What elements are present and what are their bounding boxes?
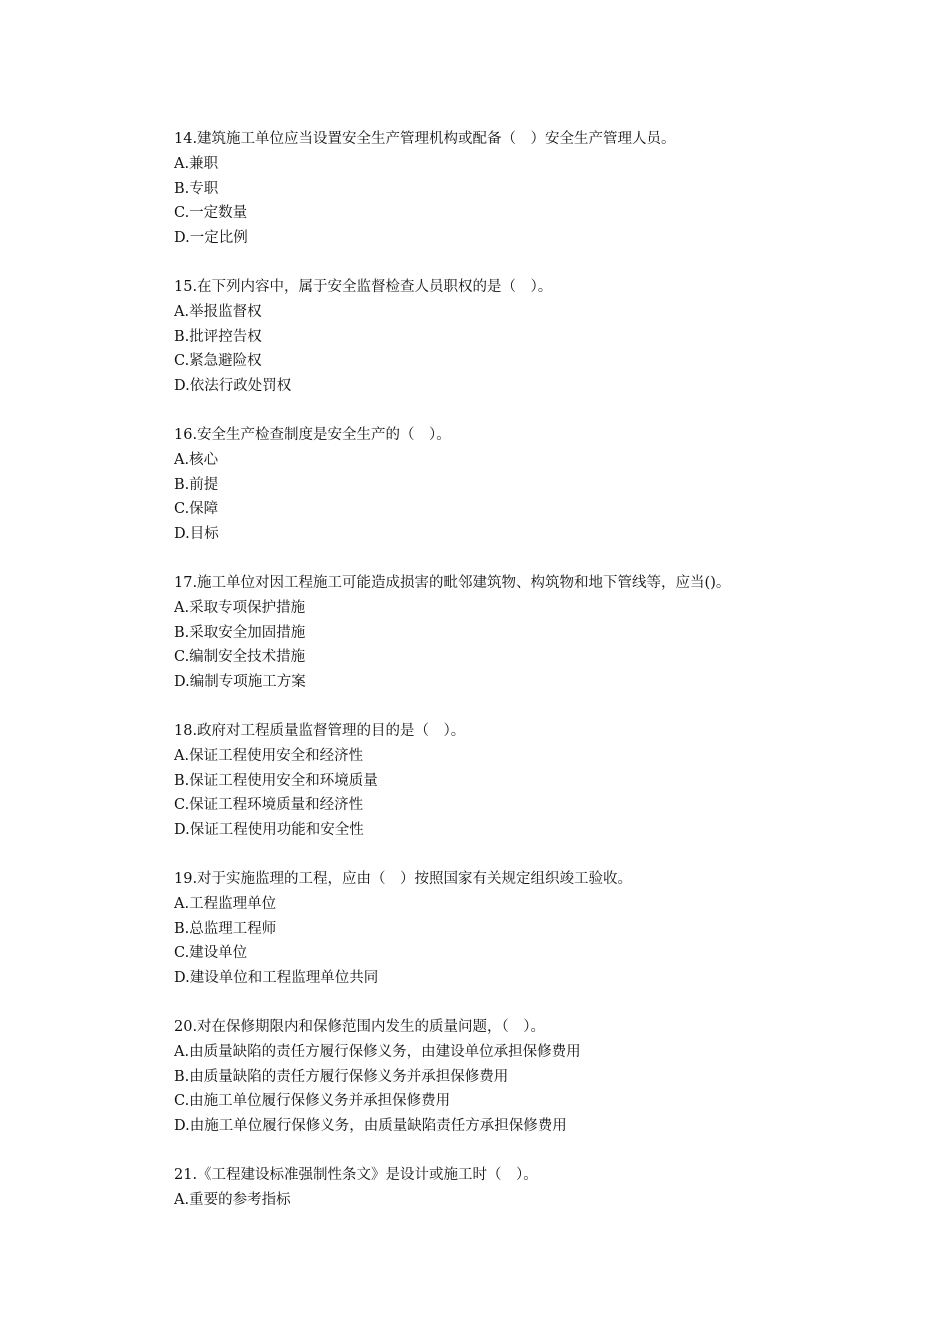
option-a: A.工程监理单位: [174, 895, 277, 912]
option-c: C.保证工程环境质量和经济性: [174, 797, 364, 814]
question-stem: 16.安全生产检查制度是安全生产的（ ）。: [174, 426, 451, 443]
option-d: D.编制专项施工方案: [174, 674, 306, 691]
question-20: [174, 1015, 874, 1139]
option-c: C.紧急避险权: [174, 353, 262, 370]
option-d: D.由施工单位履行保修义务，由质量缺陷责任方承担保修费用: [174, 1118, 567, 1135]
question-19: [174, 867, 874, 991]
option-c: C.编制安全技术措施: [174, 649, 306, 666]
question-stem: 17.施工单位对因工程施工可能造成损害的毗邻建筑物、构筑物和地下管线等，应当()。: [174, 574, 731, 591]
option-b: B.由质量缺陷的责任方履行保修义务并承担保修费用: [174, 1068, 509, 1085]
option-b: B.专职: [174, 180, 219, 197]
question-stem: 19.对于实施监理的工程，应由（ ）按照国家有关规定组织竣工验收。: [174, 870, 633, 887]
question-14: [174, 127, 874, 251]
option-a: A.重要的参考指标: [174, 1191, 291, 1208]
option-a: A.举报监督权: [174, 303, 262, 320]
option-a: A.由质量缺陷的责任方履行保修义务，由建设单位承担保修费用: [174, 1043, 581, 1060]
question-stem: 20.对在保修期限内和保修范围内发生的质量问题，（ ）。: [174, 1018, 546, 1035]
option-a: A.核心: [174, 451, 219, 468]
option-a: A.保证工程使用安全和经济性: [174, 747, 364, 764]
question-stem: 18.政府对工程质量监督管理的目的是（ ）。: [174, 722, 466, 739]
option-d: D.目标: [174, 526, 219, 543]
option-b: B.批评控告权: [174, 328, 262, 345]
question-17: [174, 571, 874, 695]
option-d: D.一定比例: [174, 230, 248, 247]
question-stem: 21.《工程建设标准强制性条文》是设计或施工时（ ）。: [174, 1166, 538, 1183]
option-d: D.保证工程使用功能和安全性: [174, 822, 364, 839]
option-c: C.由施工单位履行保修义务并承担保修费用: [174, 1093, 451, 1110]
option-d: D.建设单位和工程监理单位共同: [174, 970, 379, 987]
option-d: D.依法行政处罚权: [174, 378, 292, 395]
option-c: C.一定数量: [174, 205, 248, 222]
question-21: [174, 1163, 874, 1213]
option-c: C.保障: [174, 501, 219, 518]
question-stem: 14.建筑施工单位应当设置安全生产管理机构或配备（ ）安全生产管理人员。: [174, 131, 676, 147]
document-body: [174, 127, 874, 1236]
option-c: C.建设单位: [174, 945, 248, 962]
option-b: B.采取安全加固措施: [174, 624, 306, 641]
option-b: B.保证工程使用安全和环境质量: [174, 772, 378, 789]
question-16: [174, 423, 874, 547]
option-b: B.前提: [174, 476, 219, 493]
question-stem: 15.在下列内容中，属于安全监督检查人员职权的是（ ）。: [174, 278, 553, 295]
option-a: A.兼职: [174, 155, 219, 172]
question-15: [174, 275, 874, 399]
option-b: B.总监理工程师: [174, 920, 277, 937]
question-18: [174, 719, 874, 843]
option-a: A.采取专项保护措施: [174, 599, 306, 616]
